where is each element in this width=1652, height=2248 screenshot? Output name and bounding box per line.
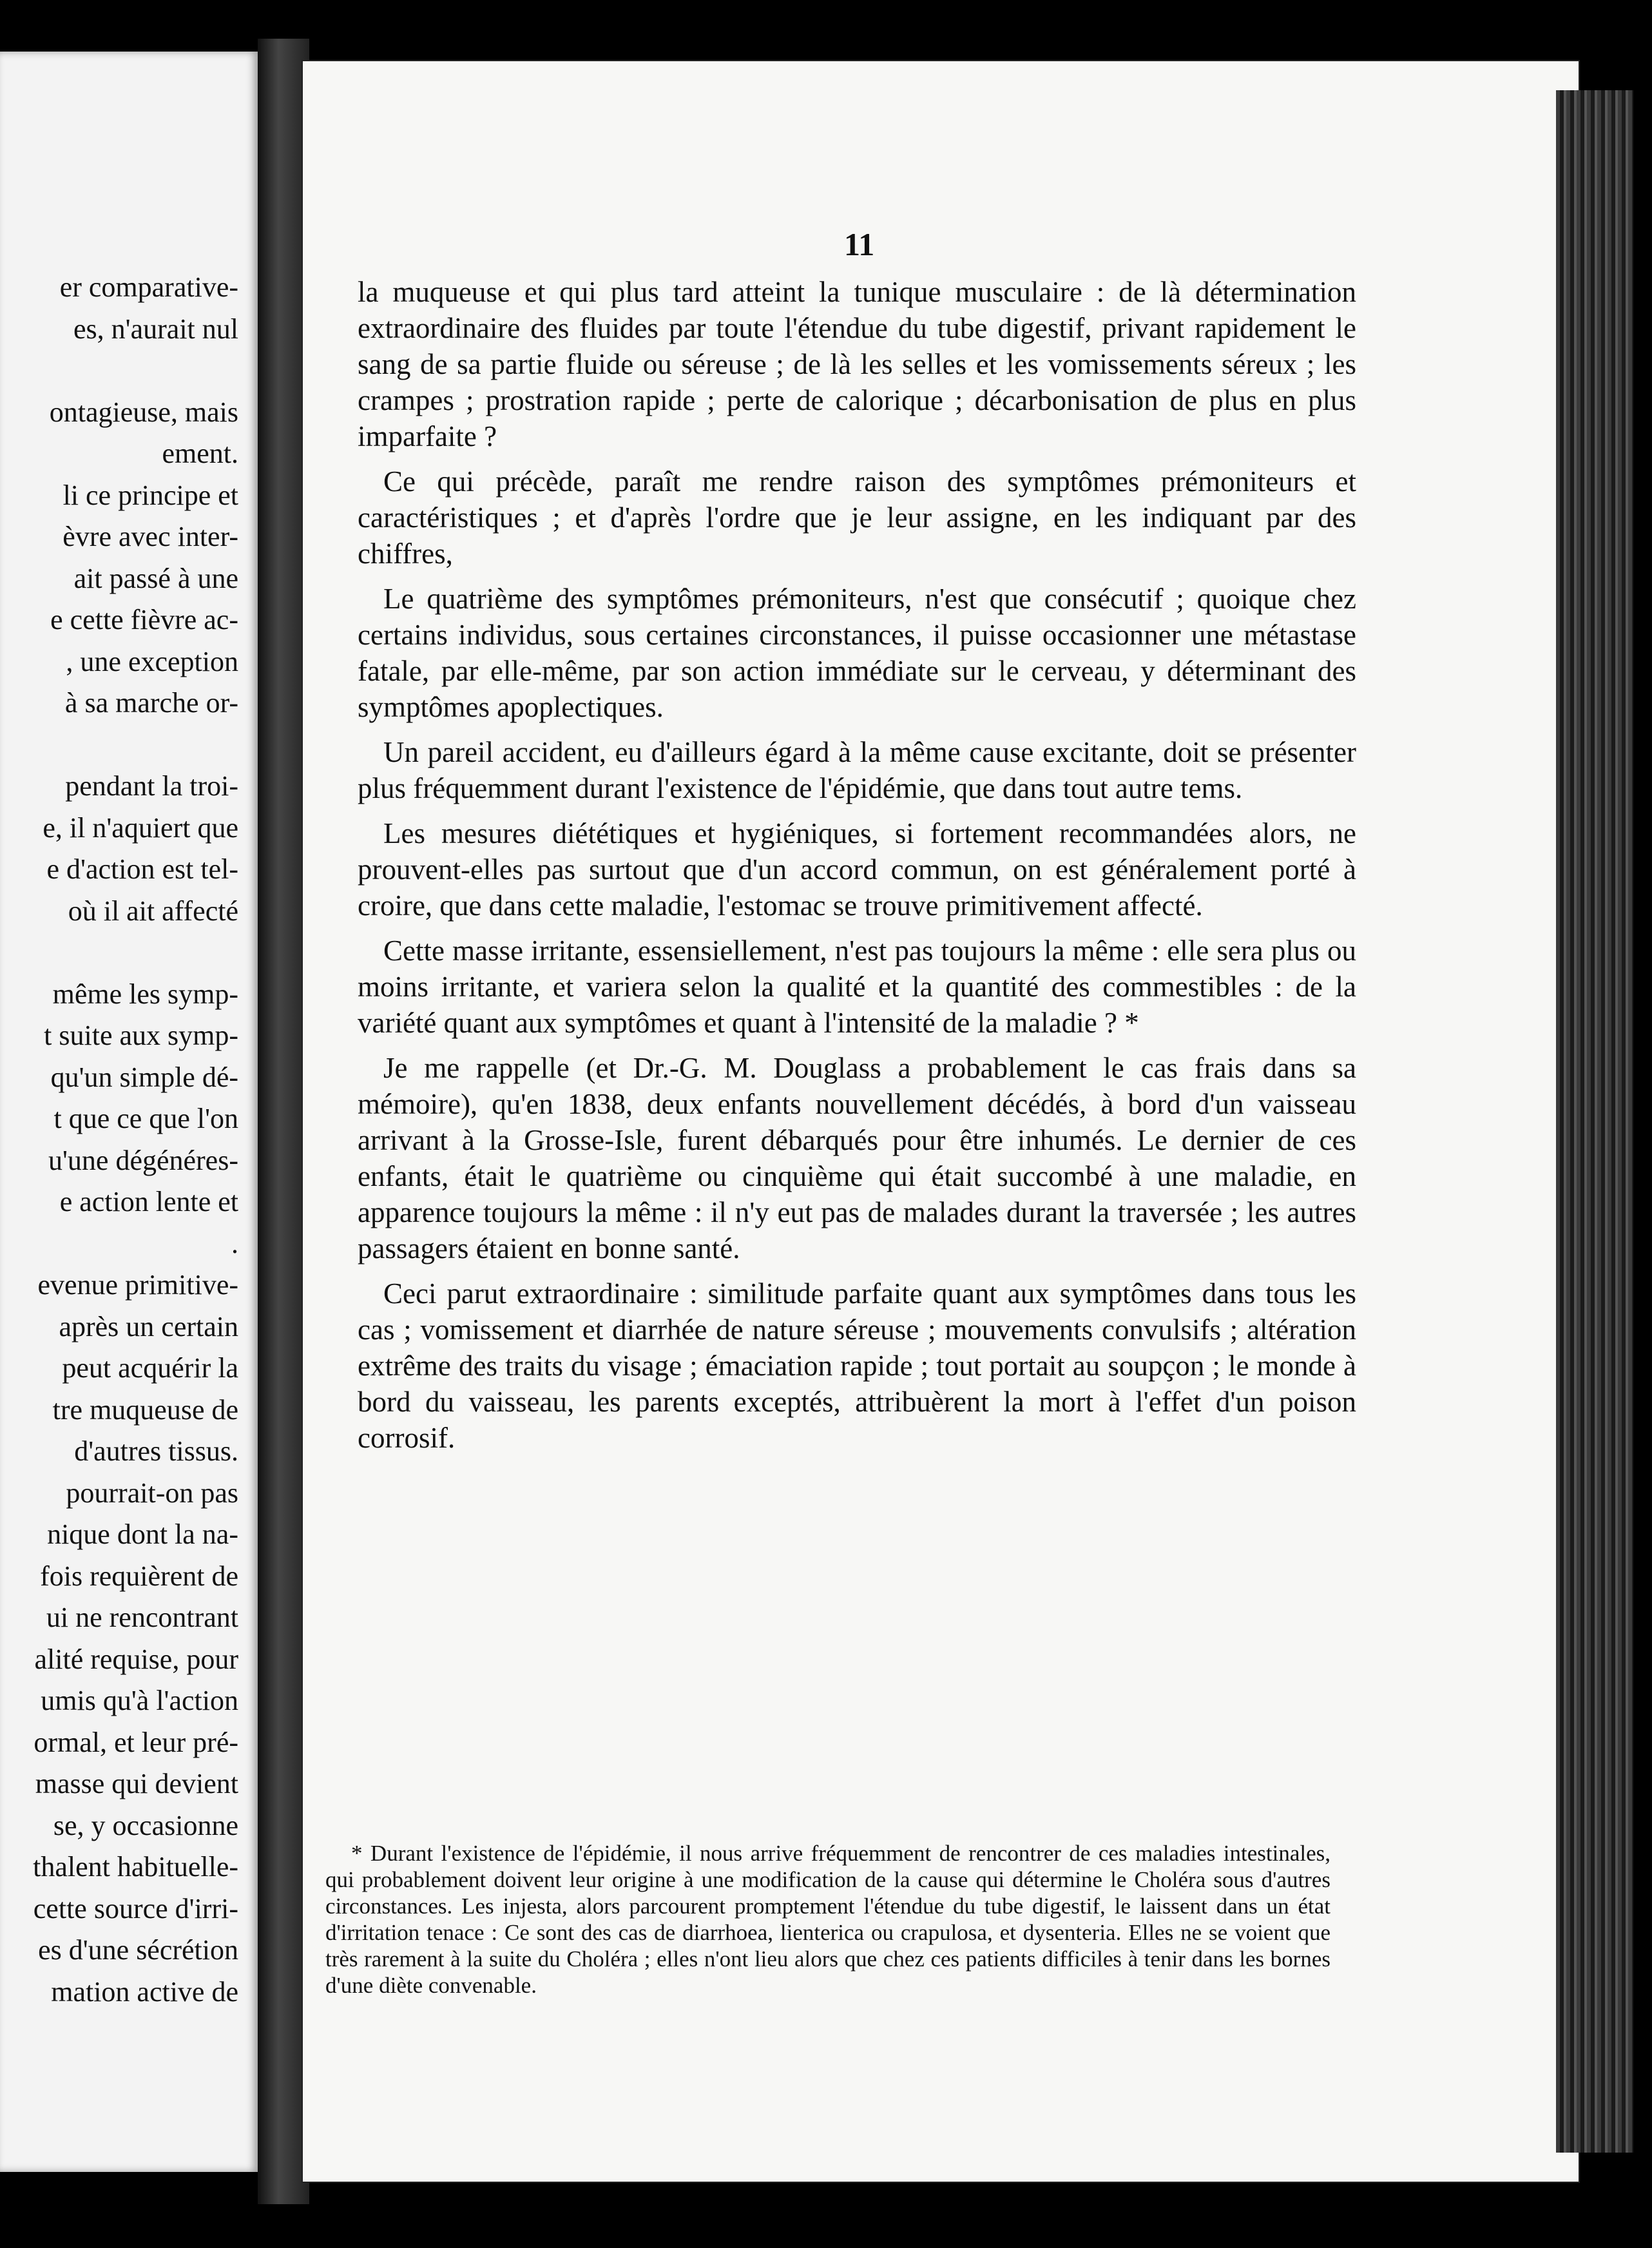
facing-page-line: à sa marche or- xyxy=(64,687,238,719)
page-number: 11 xyxy=(844,226,875,262)
facing-page-line: d'autres tissus. xyxy=(74,1435,238,1467)
facing-page-line: ement. xyxy=(162,438,238,469)
facing-page-line: qu'un simple dé- xyxy=(50,1061,238,1093)
facing-page-line: èvre avec inter- xyxy=(62,521,238,552)
scan-border xyxy=(1633,0,1652,2248)
facing-page-line: pendant la troi- xyxy=(65,770,238,802)
paragraph: la muqueuse et qui plus tard atteint la tunique musculaire : de là détermination extraordinaire des fluides par toute l'étendue du tube digestif, privant rapidement le sang de sa partie fluide ou séreuse ; de là les selles et les vomissements séreux ; les crampes ; prostration rapide ; perte de calorique ; décarbonisation de plus en plus imparfaite ? xyxy=(358,276,1356,452)
facing-page xyxy=(0,52,258,2172)
facing-page-line: umis qu'à l'action xyxy=(41,1685,238,1716)
facing-page-line: evenue primitive- xyxy=(37,1269,238,1301)
facing-page-line: er comparative- xyxy=(59,271,238,303)
paragraph: Les mesures diététiques et hygiéniques, si fortement recommandées alors, ne prouvent-elles pas surtout que d'un accord commun, on est généralement porté à croire, que dans cette maladie, l'estomac se trouve primitivement affecté. xyxy=(358,817,1356,922)
facing-page-line: t suite aux symp- xyxy=(44,1020,238,1051)
facing-page-line: tre muqueuse de xyxy=(52,1393,238,1426)
paragraph: Le quatrième des symptômes prémoniteurs, n'est que consécutif ; quoique chez certains individus, sous certaines circonstances, il puisse occasionner une métastase fatale, par elle-même, par son action immédiate sur le cerveau, y déterminant des symptômes apoplectiques. xyxy=(358,583,1356,723)
body-text xyxy=(358,274,1356,1465)
facing-page-line: . xyxy=(231,1227,238,1259)
facing-page-line: e action lente et xyxy=(59,1186,238,1217)
facing-page-line: masse qui devient xyxy=(35,1768,238,1799)
facing-page-line: ontagieuse, mais xyxy=(49,396,238,428)
facing-page-line: fois requièrent de xyxy=(40,1560,238,1592)
paragraph: Ceci parut extraordinaire : similitude parfaite quant aux symptômes dans tous les cas ; vomissement et diarrhée de nature séreuse ; mouvements convulsifs ; altération extrême des traits du visage ; émaciation rapide ; tout portait au soupçon ; le monde à bord du vaisseau, les parents exceptés, attribuèrent la mort à l'effet d'un poison corrosif. xyxy=(358,1277,1356,1454)
facing-page-line: u'une dégénéres- xyxy=(48,1144,238,1176)
facing-page-line: e cette fièvre ac- xyxy=(50,604,238,635)
facing-page-line: se, y occasionne xyxy=(53,1809,238,1841)
page-edges xyxy=(1556,90,1633,2153)
facing-page-line: es, n'aurait nul xyxy=(73,313,238,345)
facing-page-line: li ce principe et xyxy=(62,479,238,511)
facing-page-line: après un certain xyxy=(59,1310,238,1342)
facing-page-line: thalent habituelle- xyxy=(33,1851,238,1883)
paragraph: Je me rappelle (et Dr.-G. M. Douglass a probablement le cas frais dans sa mémoire), qu'en 1838, deux enfants nouvellement décédés, à bord d'un vaisseau arrivant à la Grosse-Isle, furent débarqués pour être inhumés. Le dernier de ces enfants, était le quatrième ou cinquième qui était succombé à une maladie, en apparence toujours la même : il n'y eut pas de malades durant la traversée ; les autres passagers étaient en bonne santé. xyxy=(358,1052,1356,1264)
facing-page-line: es d'une sécrétion xyxy=(38,1934,238,1966)
book-gutter xyxy=(258,39,309,2204)
facing-page-line: pourrait-on pas xyxy=(66,1477,238,1509)
paragraph: Ce qui précède, paraît me rendre raison des symptômes prémoniteurs et caractéristiques ; et d'après l'ordre que je leur assigne, en les indiquant par des chiffres, xyxy=(358,465,1356,570)
facing-page-line: alité requise, pour xyxy=(34,1643,238,1675)
facing-page-line: cette source d'irri- xyxy=(33,1892,238,1924)
footnote: * Durant l'existence de l'épidémie, il nous arrive fréquemment de rencontrer de ces maladies intestinales, qui probablement doivent leur origine à une modification de la cause qui détermine le Choléra sous d'autres circonstances. Les injesta, alors parcourent promptement l'étendue du tube digestif, le laissent dans un état d'irritation tenace : Ce sont des cas de diarrhoea, lienterica ou crapulosa, et dysenteria. Elles ne se voient que très rarement à la suite du Choléra ; elles n'ont lieu alors que chez ces patients difficiles à tenir dans les bornes d'une diète convenable. xyxy=(325,1841,1330,1998)
facing-page-line: même les symp- xyxy=(52,978,238,1010)
facing-page-line: e d'action est tel- xyxy=(46,853,238,885)
facing-page-line: nique dont la na- xyxy=(47,1518,238,1550)
facing-page-line: e, il n'aquiert que xyxy=(43,811,238,844)
facing-page-line: où il ait affecté xyxy=(68,895,238,927)
facing-page-line: t que ce que l'on xyxy=(53,1103,238,1134)
facing-page-line: , une exception xyxy=(66,645,238,677)
facing-page-line: mation active de xyxy=(51,1975,238,2008)
facing-page-line: ait passé à une xyxy=(73,562,238,594)
facing-page-line: ui ne rencontrant xyxy=(46,1602,238,1633)
paragraph: Un pareil accident, eu d'ailleurs égard à la même cause excitante, doit se présenter plus fréquemment durant l'existence de l'épidémie, que dans tout autre tems. xyxy=(358,736,1356,804)
facing-page-line: ormal, et leur pré- xyxy=(34,1726,238,1758)
paragraph: Cette masse irritante, essensiellement, n'est pas toujours la même : elle sera plus ou moins irritante, et variera selon la qualité et la quantité des commestibles : de la variété quant aux symptômes et quant à l'intensité de la maladie ? * xyxy=(358,935,1356,1039)
facing-page-line: peut acquérir la xyxy=(62,1352,238,1384)
